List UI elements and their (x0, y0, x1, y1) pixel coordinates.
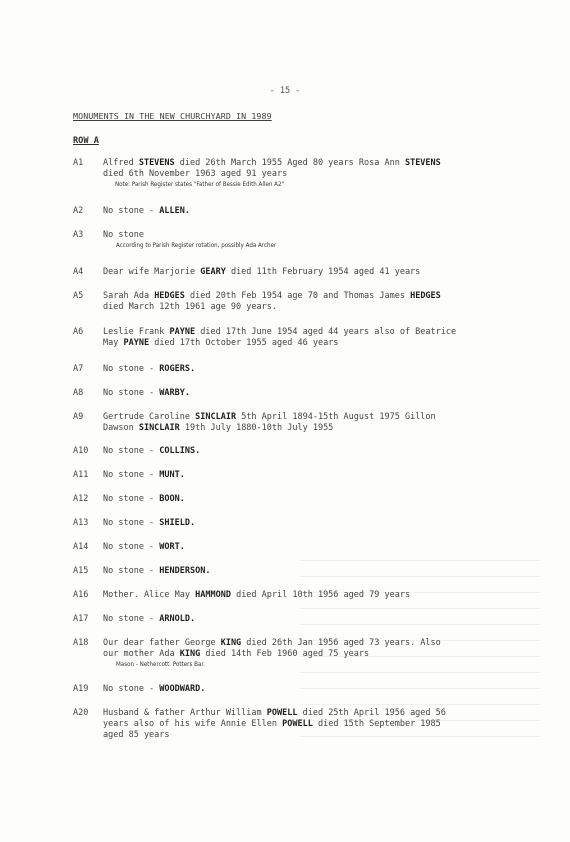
entry-code: A12 (73, 494, 89, 504)
entry-code: A17 (73, 614, 89, 624)
entry-line (103, 566, 533, 577)
entry-text (103, 470, 533, 481)
entry-line (103, 719, 533, 730)
entry-text (103, 638, 533, 670)
entry-code: A19 (73, 684, 89, 694)
entry-line (103, 494, 533, 505)
entry-line (103, 158, 533, 169)
text-run: years also of his wife Annie Ellen (103, 719, 283, 729)
entry-code: A5 (73, 291, 84, 301)
entry-code: A18 (73, 638, 89, 648)
text-run: No stone - (103, 684, 160, 694)
entry-text (103, 267, 533, 278)
entry-text (103, 230, 533, 251)
entry-line: aged 85 years (103, 730, 170, 740)
entry-a1 (73, 158, 533, 190)
text-run: No stone - (103, 566, 160, 576)
text-run: died April 10th 1956 aged 79 years (230, 590, 411, 600)
entry-line (103, 649, 533, 660)
text-run: No stone - (103, 446, 160, 456)
entry-line (103, 230, 533, 241)
surname: HENDERSON. (159, 566, 211, 576)
entry-line (103, 684, 533, 695)
entry-line (103, 590, 533, 601)
entry-text (103, 388, 533, 399)
entry-line (103, 708, 533, 719)
entry-code: A8 (73, 388, 84, 398)
entry-code: A1 (73, 158, 84, 168)
entry-text (103, 518, 533, 529)
entry-line (103, 470, 533, 481)
surname: POWELL (266, 708, 298, 718)
surname: KING (220, 638, 242, 648)
entry-note: Mason - Nethercott. Potters Bar. (116, 661, 205, 668)
text-run: No stone (103, 230, 144, 240)
text-run: No stone - (103, 388, 160, 398)
text-run: No stone - (103, 494, 160, 504)
entry-line (103, 542, 533, 553)
entry-line (103, 412, 533, 423)
entry-line (103, 423, 533, 434)
text-run: May (103, 338, 124, 348)
surname: HEDGES (154, 291, 185, 301)
surname: KING (179, 649, 201, 659)
entry-line (103, 338, 533, 349)
entry-code: A9 (73, 412, 84, 422)
entry-text (103, 158, 533, 190)
entry-line: died 6th November 1963 aged 91 years (103, 169, 288, 179)
entry-a5 (73, 291, 533, 313)
page-number: - 15 - (269, 86, 301, 96)
text-run: Mother. Alice May (103, 590, 196, 600)
entry-line (103, 446, 533, 457)
entry-code: A16 (73, 590, 89, 600)
entry-text (103, 291, 533, 313)
entry-a14 (73, 542, 533, 553)
surname: HEDGES (410, 291, 441, 301)
surname: POWELL (282, 719, 313, 729)
surname: STEVENS (404, 158, 441, 168)
entry-text (103, 614, 533, 625)
entry-line (103, 388, 533, 399)
surname: PAYNE (123, 338, 150, 348)
entry-a7 (73, 364, 533, 375)
entry-line (103, 291, 533, 302)
text-run: Alfred (103, 158, 139, 168)
entry-a17 (73, 614, 533, 625)
entry-text (103, 364, 533, 375)
text-run: Our dear father George (103, 638, 221, 648)
text-run: Husband & father Arthur William (103, 708, 267, 718)
entry-a15 (73, 566, 533, 577)
row-heading: ROW A (73, 136, 99, 146)
text-run: No stone - (103, 518, 160, 528)
entry-text (103, 708, 533, 741)
surname: HAMMOND (195, 590, 231, 600)
text-run: Gertrude Caroline (103, 412, 196, 422)
entry-code: A10 (73, 446, 89, 456)
text-run: 5th April 1894-15th August 1975 Gillon (236, 412, 436, 422)
surname: GEARY (200, 267, 226, 277)
entry-text (103, 542, 533, 553)
surname: ROGERS. (159, 364, 196, 374)
entry-text (103, 590, 533, 601)
text-run: died 17th June 1954 aged 44 years also of Beatrice (195, 327, 457, 337)
entry-line (103, 518, 533, 529)
text-run: died 25th April 1956 aged 56 (297, 708, 446, 718)
entry-a19 (73, 684, 533, 695)
page-title: MONUMENTS IN THE NEW CHURCHYARD IN 1989 (73, 111, 272, 121)
entry-a8 (73, 388, 533, 399)
entry-a13 (73, 518, 533, 529)
entry-a11 (73, 470, 533, 481)
text-run: No stone - (103, 542, 160, 552)
text-run: No stone - (103, 614, 160, 624)
surname: WOODWARD. (159, 684, 206, 694)
entry-note: According to Parish Register rotation, possibly Ada Archer (116, 242, 277, 249)
entry-note: Note: Parish Register states "Father of Bessie Edith Allen A2" (115, 181, 285, 188)
entry-code: A7 (73, 364, 84, 374)
text-run: died 11th February 1954 aged 41 years (225, 267, 421, 277)
entry-a4 (73, 267, 533, 278)
entry-line (103, 327, 533, 338)
text-run: Leslie Frank (103, 327, 170, 337)
entry-text (103, 412, 533, 434)
surname: SHIELD. (159, 518, 196, 528)
text-run: died 26th March 1955 Aged 80 years Rosa Ann (174, 158, 405, 168)
surname: SINCLAIR (195, 412, 237, 422)
entry-line (103, 267, 533, 278)
entry-code: A13 (73, 518, 89, 528)
entry-a12 (73, 494, 533, 505)
entry-a2 (73, 206, 533, 217)
text-run: died 15th September 1985 (312, 719, 441, 729)
surname: COLLINS. (159, 446, 201, 456)
entry-a6 (73, 327, 533, 349)
entry-text (103, 206, 533, 217)
surname: BOON. (159, 494, 185, 504)
text-run: No stone - (103, 364, 160, 374)
text-run: No stone - (103, 206, 160, 216)
surname: PAYNE (169, 327, 196, 337)
surname: ALLEN. (159, 206, 191, 216)
text-run: Dear wife Marjorie (103, 267, 201, 277)
entry-text (103, 684, 533, 695)
entry-text (103, 327, 533, 349)
text-run: died 17th October 1955 aged 46 years (149, 338, 339, 348)
text-run: died 14th Feb 1960 aged 75 years (200, 649, 370, 659)
entry-a18 (73, 638, 533, 670)
entry-text (103, 446, 533, 457)
entry-a20 (73, 708, 533, 741)
entry-code: A15 (73, 566, 89, 576)
entry-a10 (73, 446, 533, 457)
entry-line (103, 614, 533, 625)
entry-code: A3 (73, 230, 84, 240)
entry-code: A20 (73, 708, 89, 718)
surname: WARBY. (159, 388, 191, 398)
entry-code: A4 (73, 267, 84, 277)
entry-text (103, 494, 533, 505)
entry-code: A6 (73, 327, 84, 337)
entry-code: A11 (73, 470, 89, 480)
text-run: Sarah Ada (103, 291, 155, 301)
text-run: Dawson (103, 423, 139, 433)
entry-a16 (73, 590, 533, 601)
entry-a3 (73, 230, 533, 251)
surname: ARNOLD. (159, 614, 196, 624)
surname: WORT. (159, 542, 185, 552)
entry-line (103, 206, 533, 217)
text-run: died 26th Jan 1956 aged 73 years. Also (241, 638, 441, 648)
entry-line (103, 638, 533, 649)
entry-a9 (73, 412, 533, 434)
surname: MUNT. (159, 470, 185, 480)
text-run: No stone - (103, 470, 160, 480)
surname: SINCLAIR (138, 423, 180, 433)
entry-line (103, 364, 533, 375)
text-run: 19th July 1880-10th July 1955 (179, 423, 334, 433)
entry-code: A14 (73, 542, 89, 552)
surname: STEVENS (138, 158, 175, 168)
entry-text (103, 566, 533, 577)
text-run: died 20th Feb 1954 age 70 and Thomas James (184, 291, 411, 301)
entry-code: A2 (73, 206, 84, 216)
text-run: our mother Ada (103, 649, 180, 659)
entry-line: died March 12th 1961 age 90 years. (103, 302, 277, 312)
